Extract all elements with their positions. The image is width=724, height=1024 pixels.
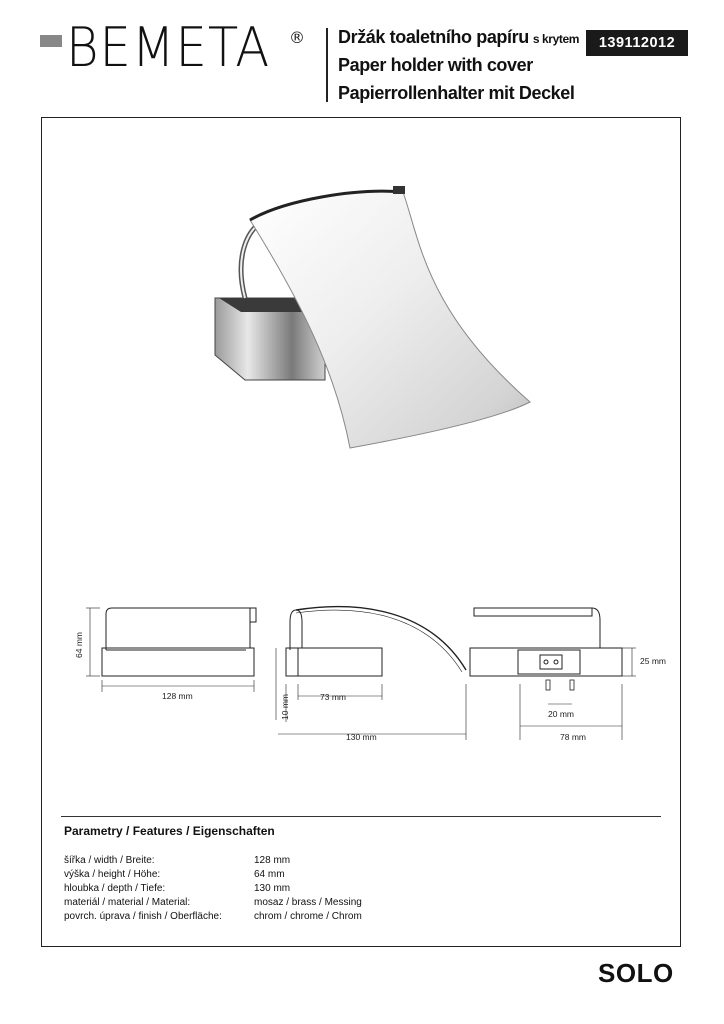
technical-drawings <box>70 600 670 750</box>
wall-height-dimension: 25 mm <box>640 656 666 666</box>
registered-mark: ® <box>289 28 305 47</box>
depth-dimension: 130 mm <box>346 732 377 742</box>
title-czech-suffix: s krytem <box>532 32 579 46</box>
title-czech <box>338 26 579 50</box>
hole-spacing-dimension: 20 mm <box>548 709 574 719</box>
title-german: Papierrollenhalter mit Deckel <box>338 83 575 103</box>
series-name: SOLO <box>598 958 674 988</box>
base-height-dimension: 10 mm <box>280 694 290 720</box>
logo-mark <box>40 35 62 47</box>
feature-value-finish: chrom / chrome / Chrom <box>254 911 362 922</box>
title-divider <box>326 28 328 102</box>
back-width-dimension: 78 mm <box>560 732 586 742</box>
title-czech-main: Držák toaletního papíru <box>338 27 529 47</box>
height-dimension: 64 mm <box>74 632 84 658</box>
feature-value-depth: 130 mm <box>254 883 291 894</box>
feature-label-material: materiál / material / Material: <box>64 897 191 908</box>
brand-logo: BEMETA <box>66 16 271 79</box>
feature-label-width: šířka / width / Breite: <box>64 855 155 866</box>
title-english: Paper holder with cover <box>338 55 533 75</box>
features-title: Parametry / Features / Eigenschaften <box>64 824 275 838</box>
feature-value-height: 64 mm <box>254 869 285 880</box>
features-divider <box>61 816 661 817</box>
feature-value-width: 128 mm <box>254 855 291 866</box>
feature-label-depth: hloubka / depth / Tiefe: <box>64 883 166 894</box>
feature-label-height: výška / height / Höhe: <box>64 869 161 880</box>
product-image <box>205 180 535 460</box>
back-view <box>470 608 622 676</box>
feature-label-finish: povrch. úprava / finish / Oberfläche: <box>64 911 222 922</box>
front-view <box>102 608 256 676</box>
feature-value-material: mosaz / brass / Messing <box>254 897 362 908</box>
width-dimension: 128 mm <box>162 691 193 701</box>
side-view <box>286 607 466 676</box>
base-depth-dimension: 73 mm <box>320 692 346 702</box>
product-code: 139112012 <box>586 30 688 56</box>
